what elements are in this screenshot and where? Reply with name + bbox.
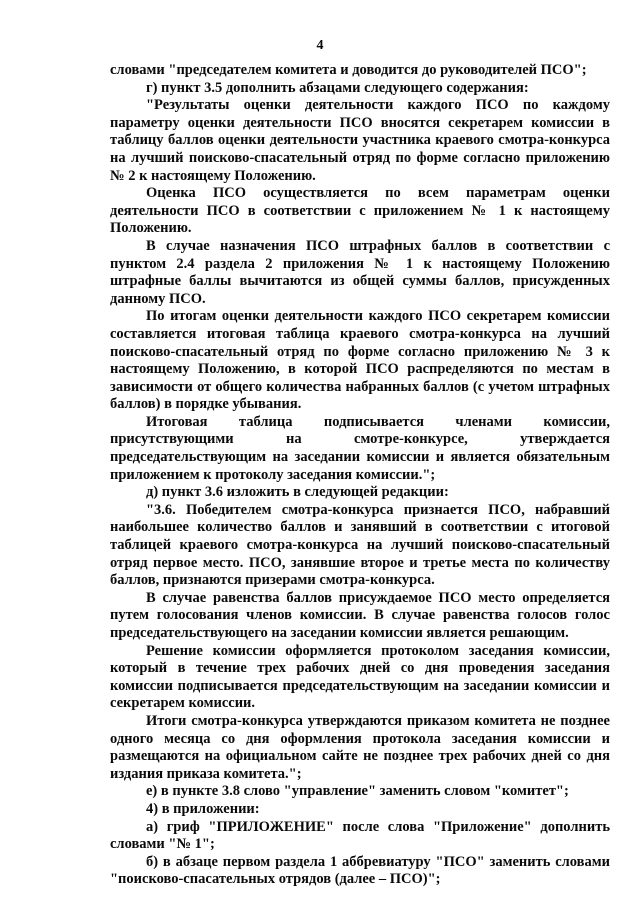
paragraph-penalty: В случае назначения ПСО штрафных баллов в соответствии с пунктом 2.4 раздела 2 приложения № 1 к настоящему Положению штрафные баллы вычитаются из общей суммы баллов, присужденных данному ПСО. xyxy=(110,237,610,307)
paragraph-tie: В случае равенства баллов присуждаемое ПСО место определяется путем голосования членов комиссии. В случае равенства голосов голос председательствующего на заседании комиссии является решающим. xyxy=(110,589,610,641)
paragraph-item-e: е) в пункте 3.8 слово "управление" заменить словом "комитет"; xyxy=(146,783,569,800)
paragraph-results-quote: "Результаты оценки деятельности каждого ПСО по каждому параметру оценки деятельности ПСО вносятся секретарем комиссии в таблицу баллов оценки деятельности участника краевого смотра-конкурса на лучший поисково-спасательный отряд по форме согласно приложению № 2 к настоящему Положению. xyxy=(110,97,610,184)
paragraph-final-table: По итогам оценки деятельности каждого ПСО секретарем комиссии составляется итоговая таблица краевого смотра-конкурса на лучший поисково-спасательный отряд по форме согласно приложению № 3 к настоящему Положению, в которой ПСО распределяются по местам в зависимости от общего количества набранных баллов (с учетом штрафных баллов) в порядке убывания. xyxy=(110,308,610,413)
paragraph-evaluation: Оценка ПСО осуществляется по всем параметрам оценки деятельности ПСО в соответствии с приложением № 1 к настоящему Положению. xyxy=(110,185,610,237)
paragraph-item-4: 4) в приложении: xyxy=(146,800,260,817)
paragraph-results-approval: Итоги смотра-конкурса утверждаются приказом комитета не позднее одного месяца со дня оформления протокола заседания комиссии и размещаются на официальном сайте не позднее трех рабочих дней со дня издания приказа комитета."; xyxy=(110,712,610,782)
paragraph-item-g: г) пункт 3.5 дополнить абзацами следующего содержания: xyxy=(146,79,529,96)
paragraph-table-signing: Итоговая таблица подписывается членами комиссии, присутствующими на смотре-конкурсе, утверждается председательствующим на заседании комиссии и является обязательным приложением к протоколу заседания комиссии."; xyxy=(110,413,610,483)
document-body xyxy=(110,62,610,889)
paragraph-continuation: словами "председателем комитета и доводится до руководителей ПСО"; xyxy=(110,62,587,78)
paragraph-item-d: д) пункт 3.6 изложить в следующей редакции: xyxy=(146,484,449,501)
paragraph-decision: Решение комиссии оформляется протоколом заседания комиссии, который в течение трех рабочих дней со дня проведения заседания комиссии подписывается председательствующим на заседании комиссии и секретарем комиссии. xyxy=(110,642,610,712)
page-number: 4 xyxy=(316,38,324,53)
paragraph-winner: "3.6. Победителем смотра-конкурса признается ПСО, набравший наибольшее количество баллов и занявший в соответствии с итоговой таблицей краевого смотра-конкурса на лучший поисково-спасательный отряд первое место. ПСО, занявшие второе и третье места по количеству баллов, признаются призерами смотра-конкурса. xyxy=(110,501,610,589)
paragraph-item-a: а) гриф "ПРИЛОЖЕНИЕ" после слова "Приложение" дополнить словами "№ 1"; xyxy=(110,818,610,853)
paragraph-item-b: б) в абзаце первом раздела 1 аббревиатуру "ПСО" заменить словами "поисково-спасательных отрядов (далее – ПСО)"; xyxy=(110,853,610,888)
